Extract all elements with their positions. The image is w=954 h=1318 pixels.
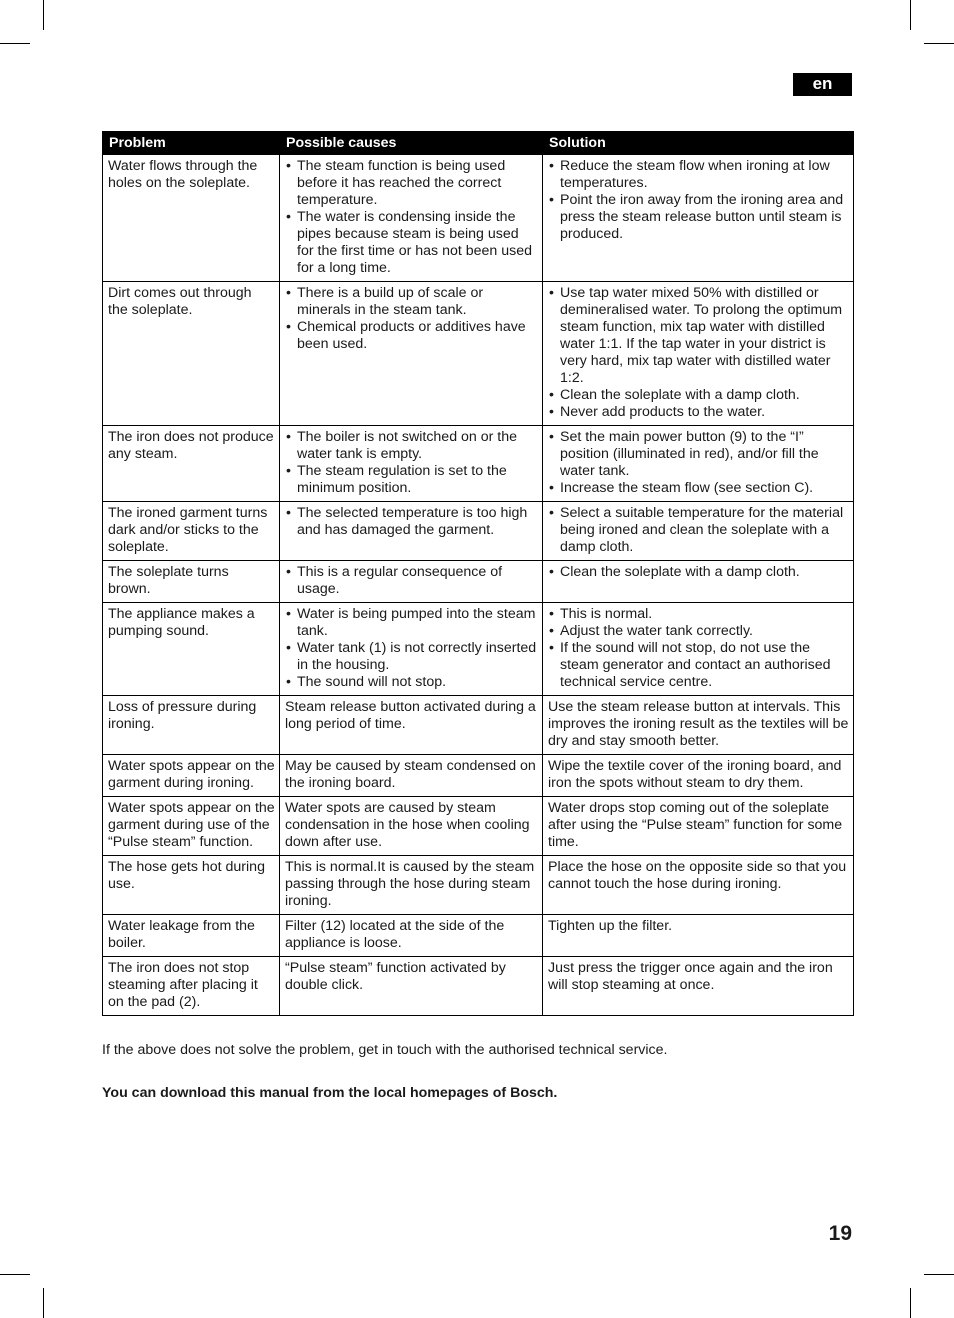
table-row [103,856,854,915]
solution-cell-list [548,285,849,421]
causes-cell: Water spots are caused by steam condensation in the hose when cooling down after use. [280,797,543,856]
solution-cell-list [548,606,849,691]
language-badge: en [793,73,852,96]
crop-mark-top-right-h [924,43,954,44]
solution-cell [543,502,854,561]
solution-cell: Place the hose on the opposite side so that you cannot touch the hose during ironing. [543,856,854,915]
troubleshooting-table [102,131,854,1016]
solution-cell [543,426,854,502]
problem-cell: Dirt comes out through the soleplate. [103,282,280,426]
causes-cell: Filter (12) located at the side of the appliance is loose. [280,915,543,957]
problem-cell: The hose gets hot during use. [103,856,280,915]
list-item: • The water is condensing inside the pipes because steam is being used for the first time or has not been used for a long time. [285,209,538,277]
problem-cell: The soleplate turns brown. [103,561,280,603]
solution-cell: Use the steam release button at intervals. This improves the ironing result as the textiles will be dry and stay smooth better. [543,696,854,755]
crop-mark-top-right-v [910,0,911,30]
crop-mark-top-left-h [0,43,30,44]
solution-cell-list [548,429,849,497]
list-item: • Adjust the water tank correctly. [548,623,849,640]
solution-cell-list [548,158,849,243]
problem-cell: The ironed garment turns dark and/or sticks to the soleplate. [103,502,280,561]
list-item: • Chemical products or additives have been used. [285,319,538,353]
table-row [103,155,854,282]
table-row [103,426,854,502]
table-row [103,915,854,957]
solution-cell [543,155,854,282]
list-item: • Set the main power button (9) to the “I” position (illuminated in red), and/or fill the water tank. [548,429,849,480]
solution-cell-list [548,564,849,581]
list-item: • The sound will not stop. [285,674,538,691]
list-item: • Increase the steam flow (see section C). [548,480,849,497]
causes-cell-list [285,606,538,691]
causes-cell-list [285,285,538,353]
table-header-row [103,132,854,155]
problem-cell: Water spots appear on the garment during use of the “Pulse steam” function. [103,797,280,856]
solution-cell: Tighten up the filter. [543,915,854,957]
list-item: • There is a build up of scale or minerals in the steam tank. [285,285,538,319]
list-item: • Clean the soleplate with a damp cloth. [548,564,849,581]
causes-cell [280,155,543,282]
problem-cell: Water spots appear on the garment during ironing. [103,755,280,797]
problem-cell: The iron does not stop steaming after placing it on the pad (2). [103,957,280,1016]
problem-cell: The iron does not produce any steam. [103,426,280,502]
causes-cell-list [285,429,538,497]
table-row [103,797,854,856]
list-item: • Use tap water mixed 50% with distilled or demineralised water. To prolong the optimum steam function, mix tap water with distilled water 1:1. If the tap water in your district is very hard, mix tap water with distilled water 1:2. [548,285,849,387]
table-row [103,957,854,1016]
solution-cell [543,603,854,696]
problem-cell: Water leakage from the boiler. [103,915,280,957]
page-number: 19 [828,1222,852,1245]
causes-cell: May be caused by steam condensed on the ironing board. [280,755,543,797]
crop-mark-bottom-left-h [0,1274,30,1275]
download-note: You can download this manual from the local homepages of Bosch. [102,1085,558,1101]
causes-cell [280,282,543,426]
list-item: • The selected temperature is too high and has damaged the garment. [285,505,538,539]
list-item: • Clean the soleplate with a damp cloth. [548,387,849,404]
causes-cell [280,603,543,696]
list-item: • This is normal. [548,606,849,623]
problem-cell: Loss of pressure during ironing. [103,696,280,755]
table-row [103,696,854,755]
table-row [103,561,854,603]
causes-cell-list [285,158,538,277]
footnote-text: If the above does not solve the problem, get in touch with the authorised technical service. [102,1042,668,1058]
table-row [103,603,854,696]
header-possible-causes: Possible causes [280,132,543,155]
crop-mark-bottom-left-v [43,1288,44,1318]
solution-cell-list [548,505,849,556]
solution-cell [543,561,854,603]
causes-cell: Steam release button activated during a long period of time. [280,696,543,755]
list-item: • The steam function is being used before it has reached the correct temperature. [285,158,538,209]
header-problem: Problem [103,132,280,155]
table-body [103,155,854,1016]
list-item: • Water is being pumped into the steam tank. [285,606,538,640]
causes-cell: “Pulse steam” function activated by double click. [280,957,543,1016]
problem-cell: Water flows through the holes on the soleplate. [103,155,280,282]
causes-cell [280,426,543,502]
list-item: • If the sound will not stop, do not use the steam generator and contact an authorised technical service centre. [548,640,849,691]
table-row [103,502,854,561]
solution-cell: Water drops stop coming out of the soleplate after using the “Pulse steam” function for some time. [543,797,854,856]
causes-cell: This is normal.It is caused by the steam passing through the hose during steam ironing. [280,856,543,915]
crop-mark-bottom-right-h [924,1274,954,1275]
causes-cell [280,561,543,603]
table-row [103,282,854,426]
solution-cell: Wipe the textile cover of the ironing board, and iron the spots without steam to dry them. [543,755,854,797]
list-item: • Water tank (1) is not correctly inserted in the housing. [285,640,538,674]
list-item: • The steam regulation is set to the minimum position. [285,463,538,497]
causes-cell-list [285,564,538,598]
list-item: • Point the iron away from the ironing area and press the steam release button until steam is produced. [548,192,849,243]
crop-mark-bottom-right-v [910,1288,911,1318]
list-item: • Never add products to the water. [548,404,849,421]
list-item: • The boiler is not switched on or the water tank is empty. [285,429,538,463]
list-item: • Reduce the steam flow when ironing at low temperatures. [548,158,849,192]
solution-cell [543,282,854,426]
problem-cell: The appliance makes a pumping sound. [103,603,280,696]
list-item: • This is a regular consequence of usage. [285,564,538,598]
table-row [103,755,854,797]
solution-cell: Just press the trigger once again and the iron will stop steaming at once. [543,957,854,1016]
causes-cell [280,502,543,561]
crop-mark-top-left-v [43,0,44,30]
list-item: • Select a suitable temperature for the material being ironed and clean the soleplate with a damp cloth. [548,505,849,556]
causes-cell-list [285,505,538,539]
header-solution: Solution [543,132,854,155]
